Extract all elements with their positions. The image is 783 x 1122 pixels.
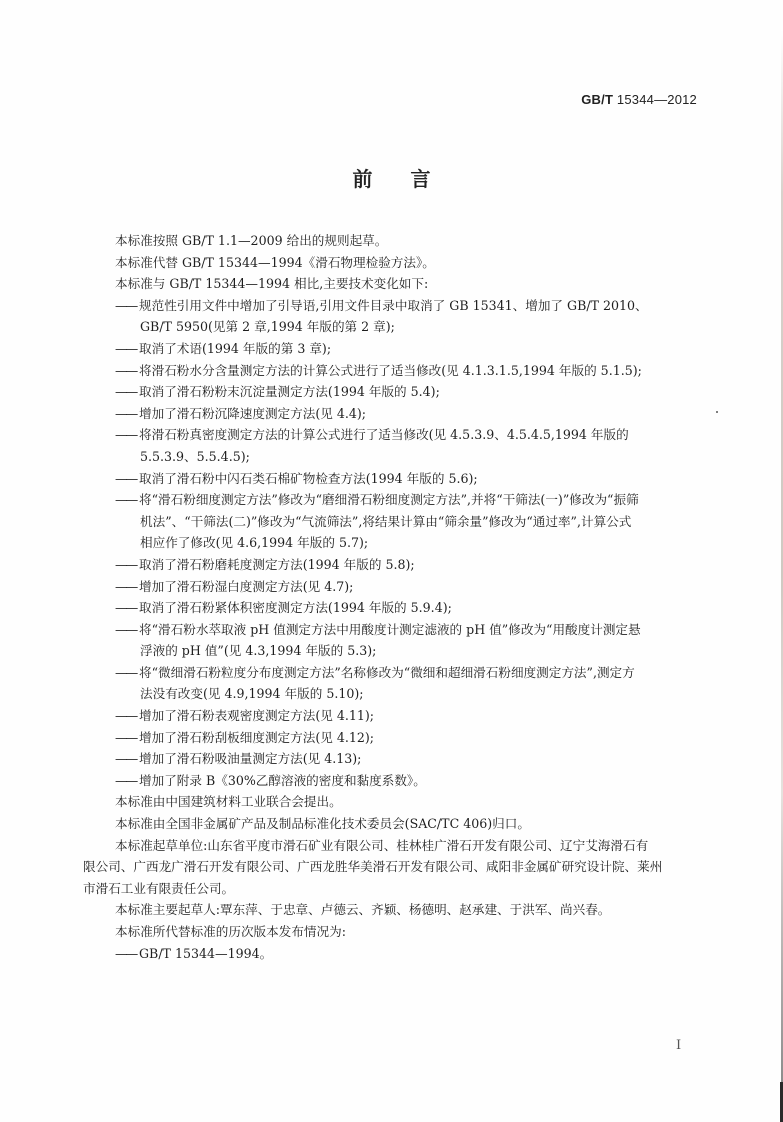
paragraph-line	[83, 813, 703, 835]
list-item	[83, 360, 703, 382]
line-text: 取消了滑石粉粉末沉淀量测定方法(1994 年版的 5.4);	[139, 384, 440, 400]
line-text: 法没有改变(见 4.9,1994 年版的 5.10);	[140, 686, 364, 702]
paragraph-line	[83, 252, 703, 274]
line-text: 取消了滑石粉中闪石类石棉矿物检查方法(1994 年版的 5.6);	[139, 470, 478, 486]
paragraph-line	[83, 878, 703, 900]
em-dash-bullet: ——	[115, 297, 137, 313]
standard-code-number: 15344—2012	[616, 92, 697, 107]
line-text: 本标准起草单位:山东省平度市滑石矿业有限公司、桂林桂广滑石开发有限公司、辽宁艾海滑石有	[115, 837, 649, 853]
line-text: GB/T 5950(见第 2 章,1994 年版的第 2 章);	[140, 319, 395, 335]
title-char-2: 言	[410, 167, 431, 191]
line-text: 本标准所代替标准的历次版本发布情况为:	[115, 924, 346, 939]
line-text: 增加了滑石粉沉降速度测定方法(见 4.4);	[139, 405, 367, 421]
line-text: 将滑石粉真密度测定方法的计算公式进行了适当修改(见 4.5.3.9、4.5.4.5,1994 年版的	[139, 427, 629, 443]
paragraph-line	[83, 856, 703, 878]
line-text: 机法”、“干筛法(二)”修改为“气流筛法”,将结果计算由“筛余量”修改为“通过率”,计算公式	[140, 513, 632, 529]
em-dash-bullet: ——	[115, 362, 137, 378]
line-text: GB/T 15344—1994。	[139, 945, 273, 961]
line-text: 市滑石工业有限责任公司。	[83, 880, 235, 896]
list-item	[83, 943, 703, 965]
line-text: 浮液的 pH 值”(见 4.3,1994 年版的 5.3);	[140, 643, 377, 659]
line-text: 相应作了修改(见 4.6,1994 年版的 5.7);	[140, 535, 369, 551]
list-item	[83, 748, 703, 770]
list-item	[83, 381, 703, 403]
line-text: 本标准由全国非金属矿产品及制品标准化技术委员会(SAC/TC 406)归口。	[115, 816, 530, 832]
list-item	[83, 662, 703, 684]
line-text: 将“滑石粉水萃取液 pH 值测定方法中用酸度计测定滤液的 pH 值”修改为“用酸度计测定悬	[139, 621, 641, 637]
em-dash-bullet: ——	[115, 340, 137, 356]
list-item	[83, 295, 703, 317]
line-text: 增加了滑石粉湿白度测定方法(见 4.7);	[139, 578, 354, 594]
line-text: 将“滑石粉细度测定方法”修改为“磨细滑石粉细度测定方法”,并将“干筛法(一)”修改为“振筛	[139, 492, 639, 508]
standard-code-prefix: GB/T	[581, 92, 614, 107]
list-item	[83, 424, 703, 446]
line-text: 增加了滑石粉表观密度测定方法(见 4.11);	[139, 708, 375, 724]
em-dash-bullet: ——	[115, 556, 137, 572]
paragraph-line	[83, 791, 703, 813]
line-text: 本标准与 GB/T 15344—1994 相比,主要技术变化如下:	[115, 276, 429, 292]
list-item-continuation	[83, 511, 703, 533]
list-item-continuation	[83, 316, 703, 338]
paragraph-line	[83, 835, 703, 857]
paragraph-line	[83, 230, 703, 252]
line-text: 取消了术语(1994 年版的第 3 章);	[139, 340, 332, 356]
line-text: 本标准主要起草人:覃东萍、于忠章、卢德云、齐颖、杨德明、赵承建、于洪军、尚兴春。	[115, 902, 611, 918]
foreword-body	[83, 230, 703, 964]
page-number: I	[676, 1038, 682, 1053]
list-item-continuation	[83, 683, 703, 705]
scan-speck	[716, 411, 718, 413]
em-dash-bullet: ——	[115, 600, 137, 616]
list-item	[83, 403, 703, 425]
list-item	[83, 489, 703, 511]
em-dash-bullet: ——	[115, 470, 137, 486]
list-item	[83, 770, 703, 792]
line-text: 将滑石粉水分含量测定方法的计算公式进行了适当修改(见 4.1.3.1.5,1994 年版的 5.1.5);	[139, 362, 642, 378]
line-text: 将“微细滑石粉粒度分布度测定方法”名称修改为“微细和超细滑石粉细度测定方法”,测定方	[139, 664, 635, 680]
list-item	[83, 338, 703, 360]
line-text: 增加了附录 B《30%乙醇溶液的密度和黏度系数》。	[139, 772, 426, 788]
em-dash-bullet: ——	[115, 621, 137, 637]
list-item	[83, 727, 703, 749]
line-text: 增加了滑石粉吸油量测定方法(见 4.13);	[139, 751, 362, 767]
line-text: 本标准代替 GB/T 15344—1994《滑石物理检验方法》。	[115, 254, 435, 270]
list-item-continuation	[83, 532, 703, 554]
em-dash-bullet: ——	[115, 772, 137, 788]
em-dash-bullet: ——	[115, 578, 137, 594]
em-dash-bullet: ——	[115, 492, 137, 508]
line-text: 本标准按照 GB/T 1.1—2009 给出的规则起草。	[115, 233, 388, 248]
line-text: 增加了滑石粉刮板细度测定方法(见 4.12);	[139, 729, 375, 745]
paragraph-line	[83, 921, 703, 943]
line-text: 取消了滑石粉紧体积密度测定方法(1994 年版的 5.9.4);	[139, 600, 452, 616]
list-item-continuation	[83, 640, 703, 662]
em-dash-bullet: ——	[115, 405, 137, 421]
line-text: 本标准由中国建筑材料工业联合会提出。	[115, 794, 342, 810]
list-item	[83, 468, 703, 490]
paragraph-line	[83, 273, 703, 295]
list-item-continuation	[83, 446, 703, 468]
standard-code-header	[581, 92, 697, 107]
list-item	[83, 576, 703, 598]
list-item	[83, 554, 703, 576]
paragraph-line	[83, 899, 703, 921]
line-text: 取消了滑石粉磨耗度测定方法(1994 年版的 5.8);	[139, 556, 415, 572]
line-text: 5.5.3.9、5.5.4.5);	[140, 448, 250, 464]
em-dash-bullet: ——	[115, 384, 137, 400]
em-dash-bullet: ——	[115, 708, 137, 724]
page-title	[0, 163, 783, 192]
list-item	[83, 597, 703, 619]
em-dash-bullet: ——	[115, 427, 137, 443]
em-dash-bullet: ——	[115, 664, 137, 680]
list-item	[83, 705, 703, 727]
em-dash-bullet: ——	[115, 751, 137, 767]
title-char-1: 前	[352, 167, 373, 191]
list-item	[83, 619, 703, 641]
em-dash-bullet: ——	[115, 729, 137, 745]
line-text: 限公司、广西龙广滑石开发有限公司、广西龙胜华美滑石开发有限公司、咸阳非金属矿研究设计院、莱州	[83, 859, 663, 875]
line-text: 规范性引用文件中增加了引导语,引用文件目录中取消了 GB 15341、增加了 GB/T 2010、	[139, 297, 648, 313]
em-dash-bullet: ——	[115, 945, 137, 961]
